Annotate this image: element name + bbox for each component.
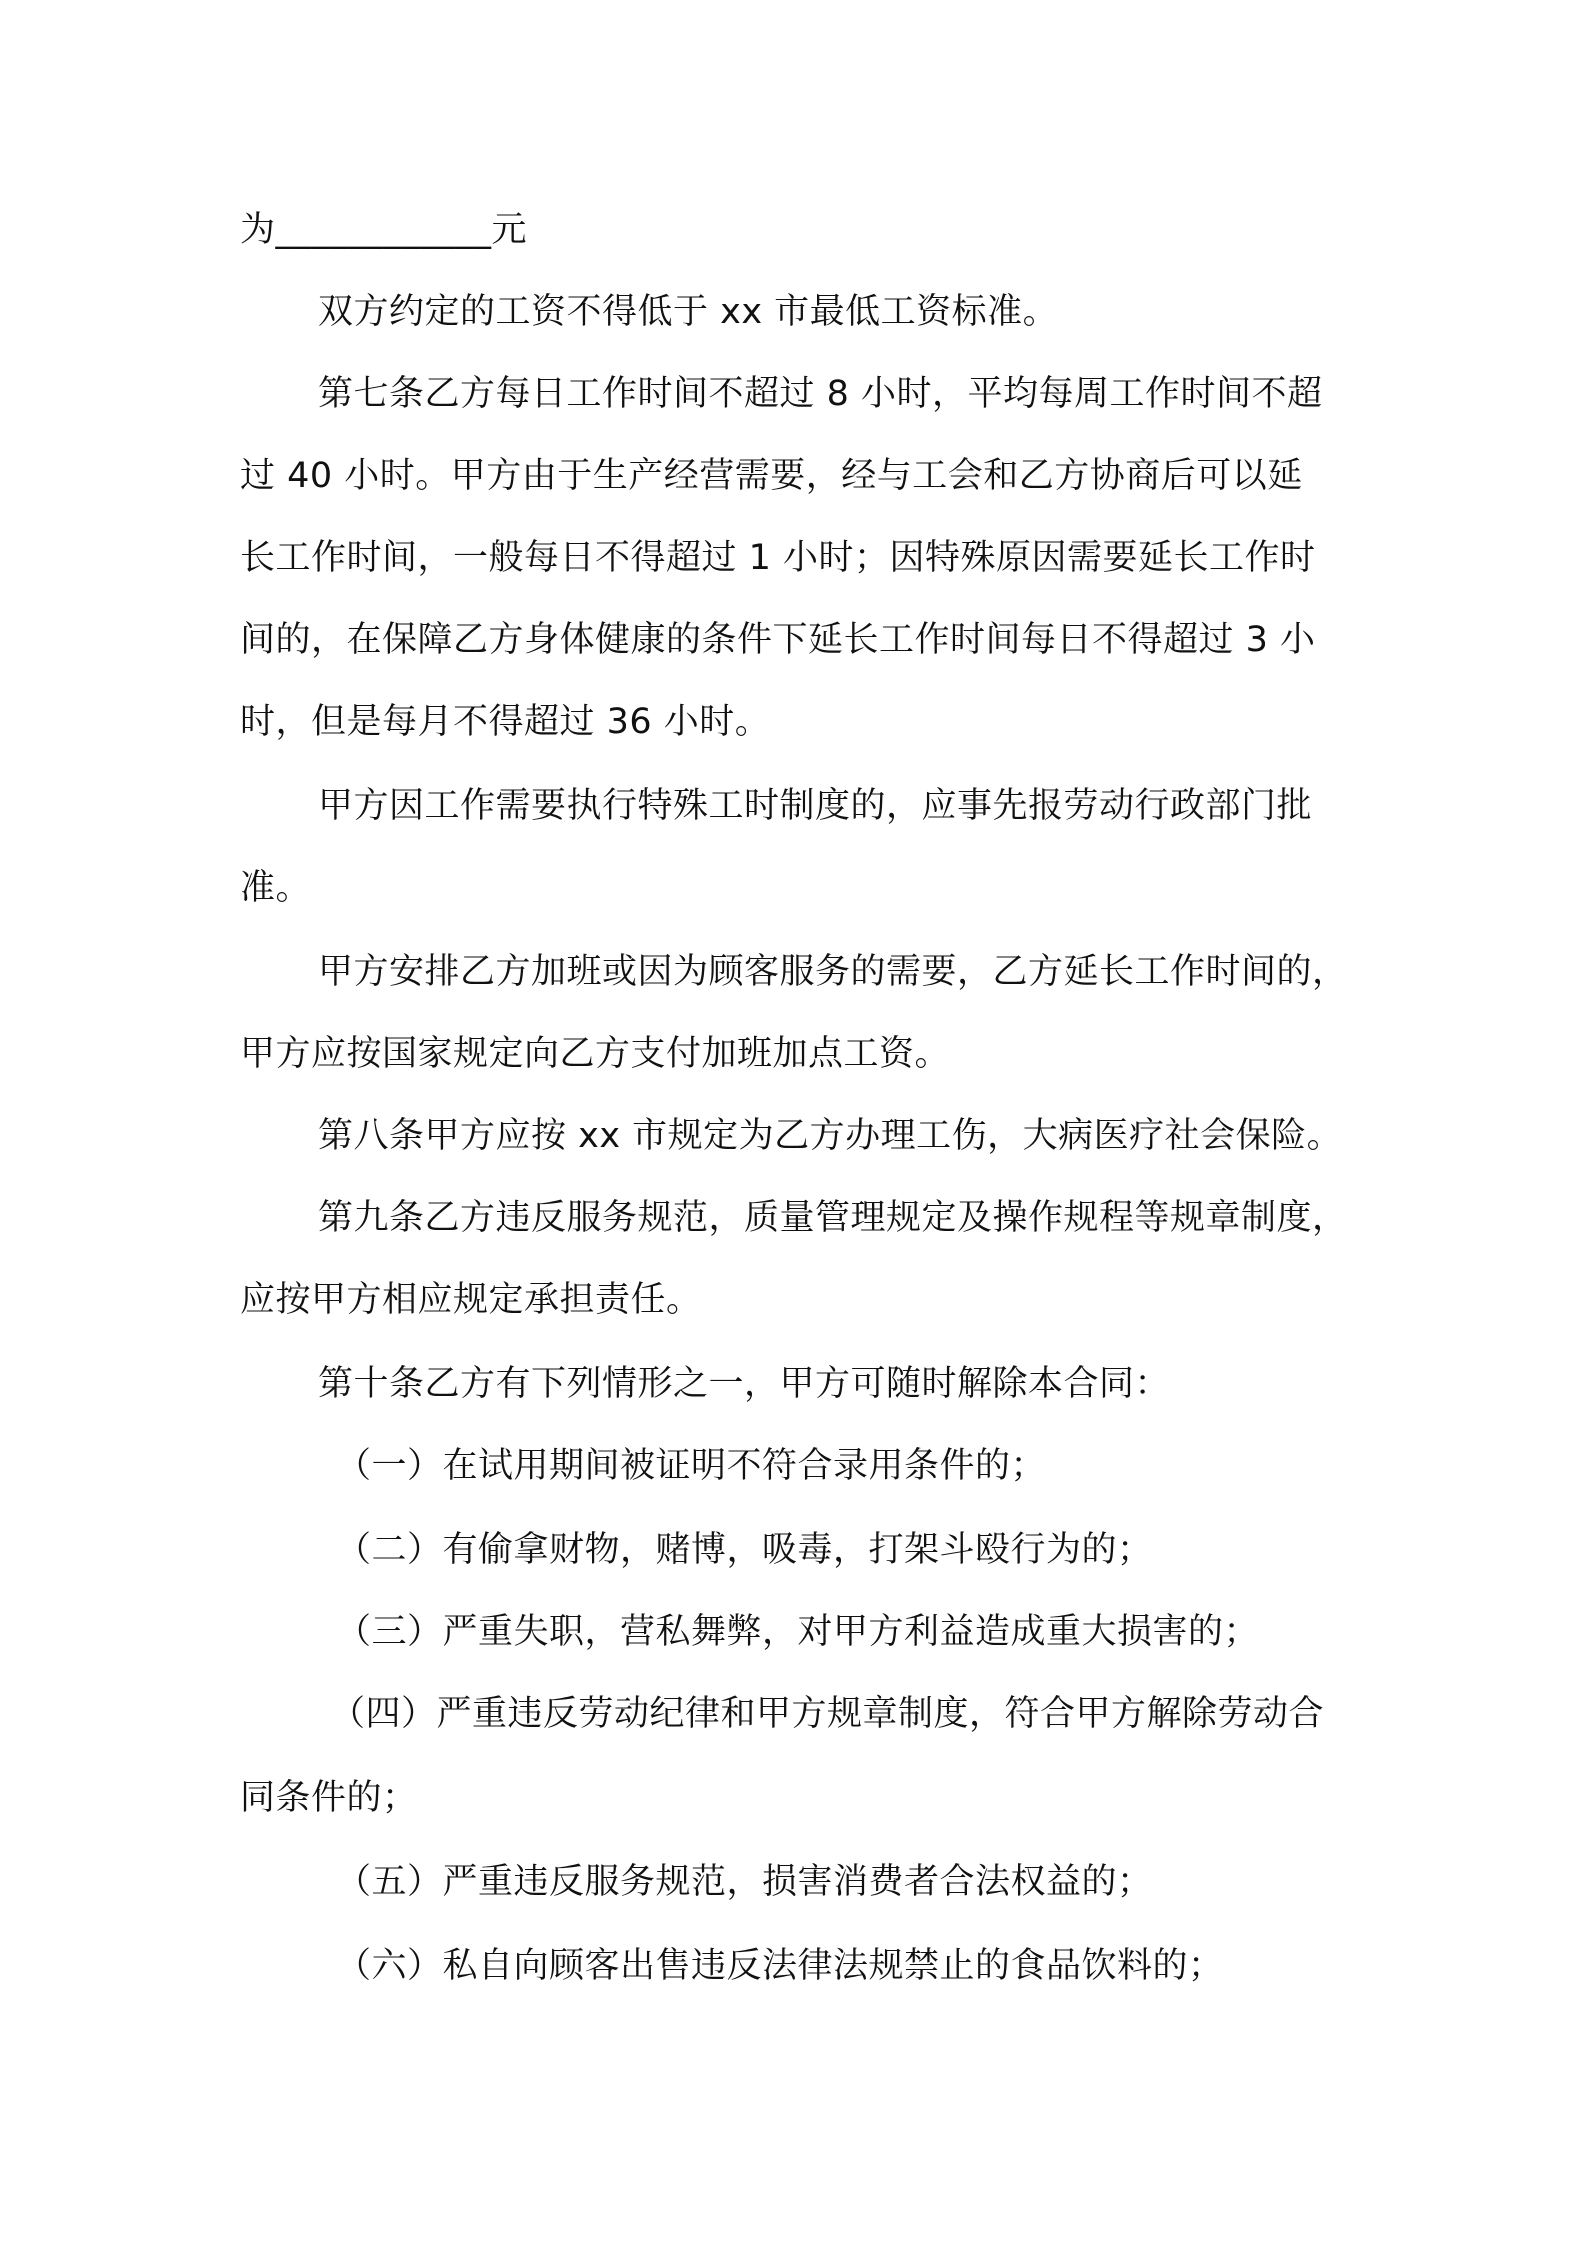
list-item-6: （六）私自向顾客出售违反法律法规禁止的食品饮料的； [336,1946,1224,1986]
article-7-line: 第七条乙方每日工作时间不超过 8 小时，平均每周工作时间不超 [318,374,1323,414]
list-item-2: （二）有偷拿财物，赌博，吸毒，打架斗殴行为的； [336,1530,1153,1570]
article-9-line: 第九条乙方违反服务规范，质量管理规定及操作规程等规章制度， [318,1198,1348,1238]
paragraph-line: 间的，在保障乙方身体健康的条件下延长工作时间每日不得超过 3 小 [240,620,1316,660]
paragraph-line: 甲方因工作需要执行特殊工时制度的，应事先报劳动行政部门批 [318,786,1313,826]
paragraph-line: 准。 [240,868,312,908]
list-item-1: （一）在试用期间被证明不符合录用条件的； [336,1446,1047,1486]
list-item-4: （四）严重违反劳动纪律和甲方规章制度，符合甲方解除劳动合 [330,1694,1325,1734]
article-10-line: 第十条乙方有下列情形之一，甲方可随时解除本合同： [318,1364,1171,1404]
list-item-5: （五）严重违反服务规范，损害消费者合法权益的； [336,1862,1153,1902]
paragraph-line: 双方约定的工资不得低于 xx 市最低工资标准。 [318,292,1059,332]
paragraph-line: 甲方应按国家规定向乙方支付加班加点工资。 [240,1034,951,1074]
list-item-3: （三）严重失职，营私舞弊，对甲方利益造成重大损害的； [336,1612,1260,1652]
paragraph-line: 同条件的； [240,1778,418,1818]
paragraph-line: 过 40 小时。甲方由于生产经营需要，经与工会和乙方协商后可以延 [240,456,1303,496]
article-8-line: 第八条甲方应按 xx 市规定为乙方办理工伤，大病医疗社会保险。 [318,1116,1343,1156]
paragraph-line: 甲方安排乙方加班或因为顾客服务的需要，乙方延长工作时间的， [318,952,1348,992]
salary-blank-line: 为____________元 [240,210,528,250]
paragraph-line: 长工作时间，一般每日不得超过 1 小时；因特殊原因需要延长工作时 [240,538,1316,578]
paragraph-line: 应按甲方相应规定承担责任。 [240,1280,702,1320]
paragraph-line: 时，但是每月不得超过 36 小时。 [240,702,771,742]
